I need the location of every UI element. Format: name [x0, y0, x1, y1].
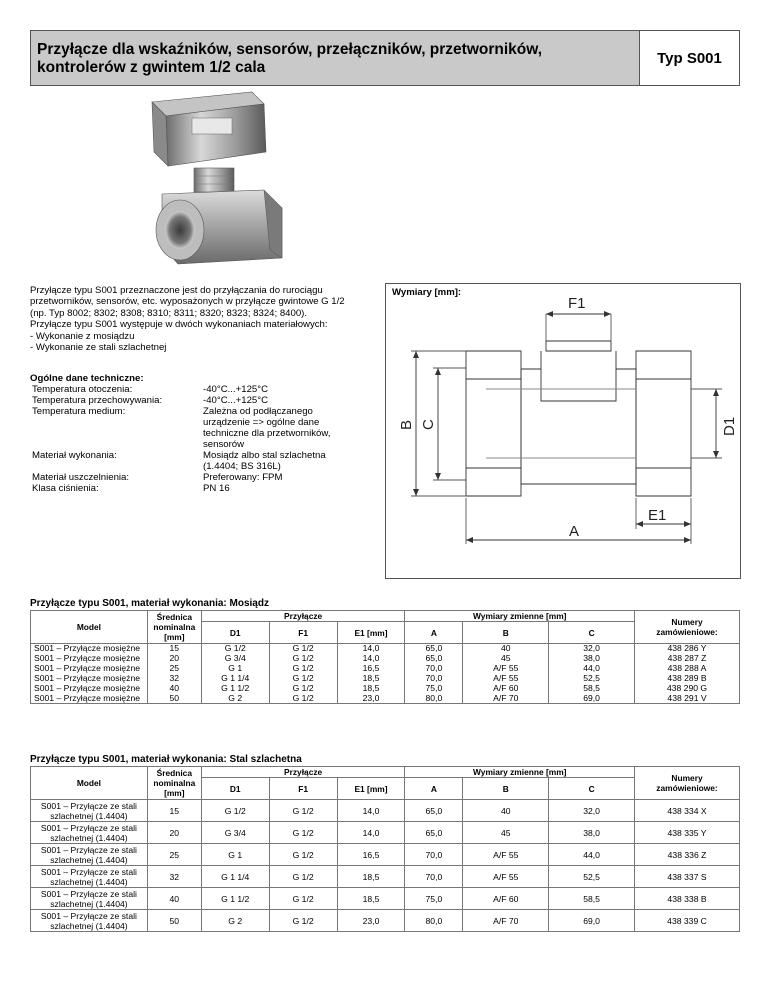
col-b: B: [463, 622, 549, 644]
brass-section-title: Przyłącze typu S001, materiał wykonania: Mosiądz: [30, 598, 269, 609]
intro-text: Przyłącze typu S001 przeznaczone jest do przyłączania do rurociągu przetworników, sensorów, etc. wyposażonych w przyłącze gwintowe G 1/2 (np. Typ 8002; 8302; 8308; 8310; 8311; 8320; 8323; 8324; 8400). Przyłącze typu S001 występuje w dwóch wykonaniach materiałowych: - Wykonanie z mosiądzu - Wykonanie ze stali szlachetnej: [30, 285, 345, 354]
spec-row: Klasa ciśnienia: PN 16: [32, 483, 230, 494]
col-c: C: [549, 622, 635, 644]
table-row: S001 – Przyłącze mosiężne 20 G 3/4 G 1/2 14,0 65,0 45 38,0 438 287 Z: [31, 654, 740, 664]
col-b: B: [463, 778, 549, 800]
col-group-przylacze: Przyłącze: [201, 767, 405, 778]
col-model: Model: [31, 611, 148, 644]
page-title: Przyłącze dla wskaźników, sensorów, przełączników, przetworników, kontrolerów z gwintem 1/2 cala: [31, 31, 639, 85]
spec-row: Materiał wykonania: Mosiądz albo stal szlachetna (1.4404; BS 316L): [32, 450, 326, 472]
type-label: Typ S001: [639, 31, 739, 85]
spec-row: Temperatura przechowywania: -40°C...+125°C: [32, 395, 269, 406]
dimensions-drawing: [385, 283, 741, 579]
steel-section-title: Przyłącze typu S001, materiał wykonania: Stal szlachetna: [30, 754, 302, 765]
col-a: A: [405, 778, 463, 800]
general-specs: [30, 373, 380, 494]
col-group-wymiary: Wymiary zmienne [mm]: [405, 767, 635, 778]
table-row: S001 – Przyłącze mosiężne 32 G 1 1/4 G 1/2 18,5 70,0 A/F 55 52,5 438 289 B: [31, 674, 740, 684]
table-row: S001 – Przyłącze ze stali szlachetnej (1.4404) 32 G 1 1/4 G 1/2 18,5 70,0 A/F 55 52,5 438 337 S: [31, 866, 740, 888]
col-a: A: [405, 622, 463, 644]
table-header-row: [31, 611, 740, 622]
table-row: S001 – Przyłącze ze stali szlachetnej (1.4404) 40 G 1 1/2 G 1/2 18,5 75,0 A/F 60 58,5 438 338 B: [31, 888, 740, 910]
table-row: S001 – Przyłącze ze stali szlachetnej (1.4404) 15 G 1/2 G 1/2 14,0 65,0 40 32,0 438 334 X: [31, 800, 740, 822]
product-photo: [142, 90, 302, 275]
col-d1: D1: [201, 622, 269, 644]
table-header-row: [31, 767, 740, 778]
col-group-przylacze: Przyłącze: [201, 611, 405, 622]
header-box: [30, 30, 740, 86]
dimensions-title: Wymiary [mm]:: [392, 287, 462, 298]
table-row: S001 – Przyłącze mosiężne 40 G 1 1/2 G 1/2 18,5 75,0 A/F 60 58,5 438 290 G: [31, 684, 740, 694]
col-nominal: Średnica nominalna [mm]: [147, 611, 201, 644]
col-model: Model: [31, 767, 148, 800]
table-row: S001 – Przyłącze mosiężne 25 G 1 G 1/2 16,5 70,0 A/F 55 44,0 438 288 A: [31, 664, 740, 674]
general-specs-title: Ogólne dane techniczne:: [30, 373, 144, 384]
spec-row: Temperatura medium: Zależna od podłączanego urządzenie => ogólne dane techniczne dla przetworników, sensorów: [32, 406, 331, 450]
table-row: S001 – Przyłącze ze stali szlachetnej (1.4404) 25 G 1 G 1/2 16,5 70,0 A/F 55 44,0 438 336 Z: [31, 844, 740, 866]
table-row: S001 – Przyłącze ze stali szlachetnej (1.4404) 20 G 3/4 G 1/2 14,0 65,0 45 38,0 438 335 Y: [31, 822, 740, 844]
col-order-number: Numery zamówieniowe:: [635, 611, 740, 644]
label-d1: D1: [721, 416, 738, 436]
col-d1: D1: [201, 778, 269, 800]
dimensions-diagram: [386, 284, 742, 580]
col-nominal: Średnica nominalna [mm]: [147, 767, 201, 800]
col-f1: F1: [269, 622, 337, 644]
table-row: S001 – Przyłącze ze stali szlachetnej (1.4404) 50 G 2 G 1/2 23,0 80,0 A/F 70 69,0 438 339 C: [31, 910, 740, 932]
col-order-number: Numery zamówieniowe:: [635, 767, 740, 800]
col-f1: F1: [269, 778, 337, 800]
label-b: B: [398, 419, 415, 430]
col-c: C: [549, 778, 635, 800]
label-e1: E1: [648, 507, 667, 524]
col-group-wymiary: Wymiary zmienne [mm]: [405, 611, 635, 622]
col-e1: E1 [mm]: [337, 622, 405, 644]
table-row: S001 – Przyłącze mosiężne 50 G 2 G 1/2 23,0 80,0 A/F 70 69,0 438 291 V: [31, 694, 740, 704]
spec-row: Materiał uszczelnienia: Preferowany: FPM: [32, 472, 283, 483]
steel-table: [30, 766, 740, 932]
spec-row: Temperatura otoczenia: -40°C...+125°C: [32, 384, 269, 395]
table-row: S001 – Przyłącze mosiężne 15 G 1/2 G 1/2 14,0 65,0 40 32,0 438 286 Y: [31, 644, 740, 654]
label-c: C: [420, 419, 437, 430]
label-a: A: [569, 523, 580, 540]
col-e1: E1 [mm]: [337, 778, 405, 800]
label-f1: F1: [568, 295, 586, 312]
brass-table: [30, 610, 740, 704]
